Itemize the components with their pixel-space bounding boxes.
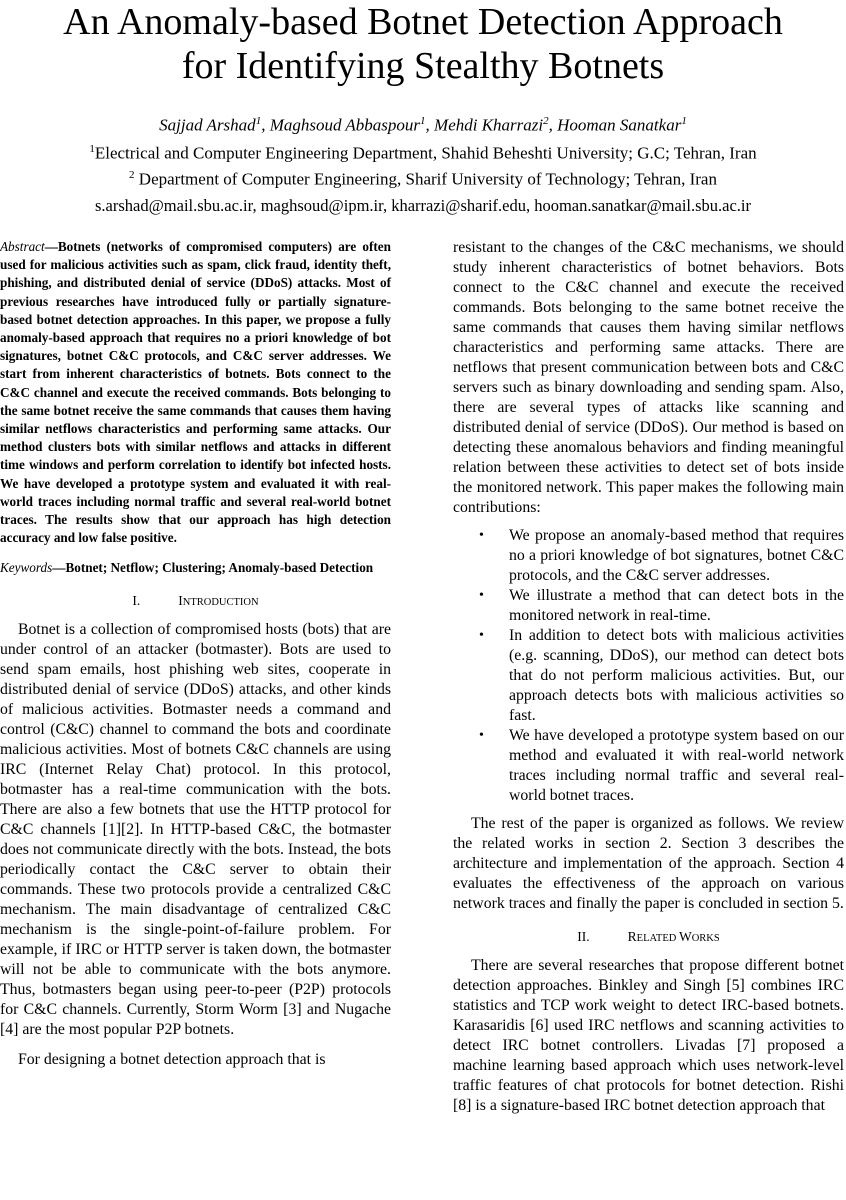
abstract-label: Abstract	[0, 239, 45, 254]
author-list	[0, 115, 846, 136]
author-name: Hooman Sanatkar	[557, 115, 682, 135]
author-affiliation-mark: 1	[681, 115, 687, 127]
section-heading-related-works	[453, 928, 844, 948]
section-title-rest: NTRODUCTION	[182, 596, 259, 608]
abstract-text: —Botnets (networks of compromised computers) are often used for malicious activities such as spam, click fraud, identity theft, phishing, and distributed denial of service (DDoS) attacks. Most of previous researches have introduced fully or partially signature-based botnet detection approaches. In this paper, we propose a fully anomaly-based approach that requires no a priori knowledge of bot signatures, botnet C&C protocols, and C&C server addresses. We start from inherent characteristics of botnets. Bots connect to the C&C channel and execute the received commands. Bots belonging to the same botnet receive the same commands that causes them having similar netflows characteristics and performing same attacks. Our method clusters bots with similar netflows and attacks in different time windows and perform correlation to identify bot infected hosts. We have developed a prototype system and evaluated it with real-world traces including normal traffic and several real-world botnet traces. The results show that our approach has high detection accuracy and low false positive.	[0, 239, 391, 546]
abstract	[0, 238, 391, 547]
author-emails: s.arshad@mail.sbu.ac.ir, maghsoud@ipm.ir, kharrazi@sharif.edu, hooman.sanatkar@mail.sbu.ac.ir	[94, 196, 752, 215]
list-item	[453, 726, 844, 806]
author-separator: ,	[261, 115, 270, 135]
left-column	[0, 238, 391, 1070]
section-title-rest: ORKS	[691, 933, 720, 944]
title-line-2: for Identifying Stealthy Botnets	[181, 45, 665, 87]
author-name: Maghsoud Abbaspour	[269, 115, 421, 135]
contributions-list	[453, 526, 844, 806]
section-title-rest: ELATED	[636, 933, 679, 944]
author-affiliation-mark: 1	[255, 115, 262, 127]
list-item	[453, 586, 844, 626]
affiliation-2	[0, 169, 846, 190]
section-title-initial: W	[678, 929, 692, 944]
affiliation-mark: 1	[89, 143, 95, 155]
list-item-text: We illustrate a method that can detect bots in the monitored network in real-time.	[509, 587, 844, 624]
intro-paragraph-1: Botnet is a collection of compromised hosts (bots) that are under control of an attacker (botmaster). Bots are used to send spam emails, host phishing web sites, cooperate in distributed denial of service (DDoS) attacks, and other kinds of malicious activities. Botmaster needs a command and control (C&C) channel to command the bots and coordinate malicious activities. Most of botnets C&C channels are using IRC (Internet Relay Chat) protocol. In this protocol, botmaster has a real-time communication with the bots. There are also a few botnets that use the HTTP protocol for C&C channels [1][2]. In HTTP-based C&C, the botmaster does not communicate directly with the bots. Instead, the bots periodically contact the C&C server to obtain their commands. These two protocols provide a centralized C&C mechanism. The main disadvantage of centralized C&C mechanism is the single-point-of-failure problem. For example, if IRC or HTTP server is taken down, the botmaster will not be able to communicate with the bots anymore. Thus, botmasters began using peer-to-peer (P2P) protocols for C&C channels. Currently, Storm Worm [3] and Nugache [4] are the most popular P2P botnets.	[0, 620, 391, 1038]
section-heading-introduction	[0, 592, 391, 612]
right-column	[453, 238, 844, 1116]
keywords-text: —Botnet; Netflow; Clustering; Anomaly-based Detection	[52, 560, 374, 576]
author-separator: ,	[425, 115, 435, 135]
section-number: II.	[577, 929, 590, 944]
author-separator: ,	[548, 115, 558, 135]
intro-paragraph-2: For designing a botnet detection approach that is	[18, 1050, 326, 1068]
keywords-label: Keywords	[0, 560, 53, 576]
section-title-initial: I	[178, 592, 183, 608]
section-title-initial: R	[627, 929, 637, 944]
affiliation-1	[0, 143, 846, 164]
author-affiliation-mark: 2	[543, 115, 549, 127]
affiliation-text: Department of Computer Engineering, Sharif University of Technology; Tehran, Iran	[134, 169, 717, 189]
intro-paragraph-continued: resistant to the changes of the C&C mechanisms, we should study inherent characteristics of botnet behaviors. Bots connect to the C&C channel and execute the received commands. Bots belonging to the same botnet receive the same commands that causes them having similar netflows characteristics and performing same attacks. There are netflows that present communication between bots and C&C servers such as binary downloading and sending spam. Also, there are several types of attacks like scanning and distributed denial of service (DDoS). Our method is based on detecting these anomalous behaviors and finding meaningful relation between these activities to detect set of bots inside the monitored network. This paper makes the following main contributions:	[453, 239, 844, 516]
list-item	[453, 526, 844, 586]
list-item	[453, 626, 844, 726]
related-works-paragraph: There are several researches that propose different botnet detection approaches. Binkley and Singh [5] combines IRC statistics and TCP work weight to detect IRC-based botnets. Karasaridis [6] used IRC netflows and scanning activities to detect IRC botnet controllers. Livadas [7] proposed a machine learning based approach which uses network-level traffic features of chat protocols for botnet detection. Rishi [8] is a signature-based IRC botnet detection approach that	[453, 957, 844, 1114]
section-number: I.	[132, 592, 141, 608]
keywords	[0, 559, 391, 577]
bullet-icon: •	[479, 528, 484, 543]
author-affiliation-mark: 1	[420, 115, 426, 127]
affiliation-mark: 2	[129, 169, 135, 181]
paper-title	[0, 0, 846, 88]
list-item-text: In addition to detect bots with malicious activities (e.g. scanning, DDoS), our method can detect bots that do not perform malicious activities. But, our approach detects bots with malicious activities so fast.	[509, 627, 844, 724]
author-name: Sajjad Arshad	[159, 115, 256, 135]
author-name: Mehdi Kharrazi	[434, 115, 544, 135]
list-item-text: We have developed a prototype system based on our method and evaluated it with real-world network traces including normal traffic and several real-world botnet traces.	[509, 727, 844, 804]
bullet-icon: •	[479, 728, 484, 743]
bullet-icon: •	[479, 628, 484, 643]
affiliation-text: Electrical and Computer Engineering Department, Shahid Beheshti University; G.C; Tehran, Iran	[94, 143, 757, 163]
organization-paragraph: The rest of the paper is organized as follows. We review the related works in section 2. Section 3 describes the architecture and implementation of the approach. Section 4 evaluates the effectiveness of the approach on various network traces and finally the paper is concluded in section 5.	[453, 815, 844, 912]
bullet-icon: •	[479, 588, 484, 603]
list-item-text: We propose an anomaly-based method that requires no a priori knowledge of bot signatures, botnet C&C protocols, and the C&C server addresses.	[509, 527, 844, 584]
title-line-1: An Anomaly-based Botnet Detection Approach	[63, 1, 783, 43]
